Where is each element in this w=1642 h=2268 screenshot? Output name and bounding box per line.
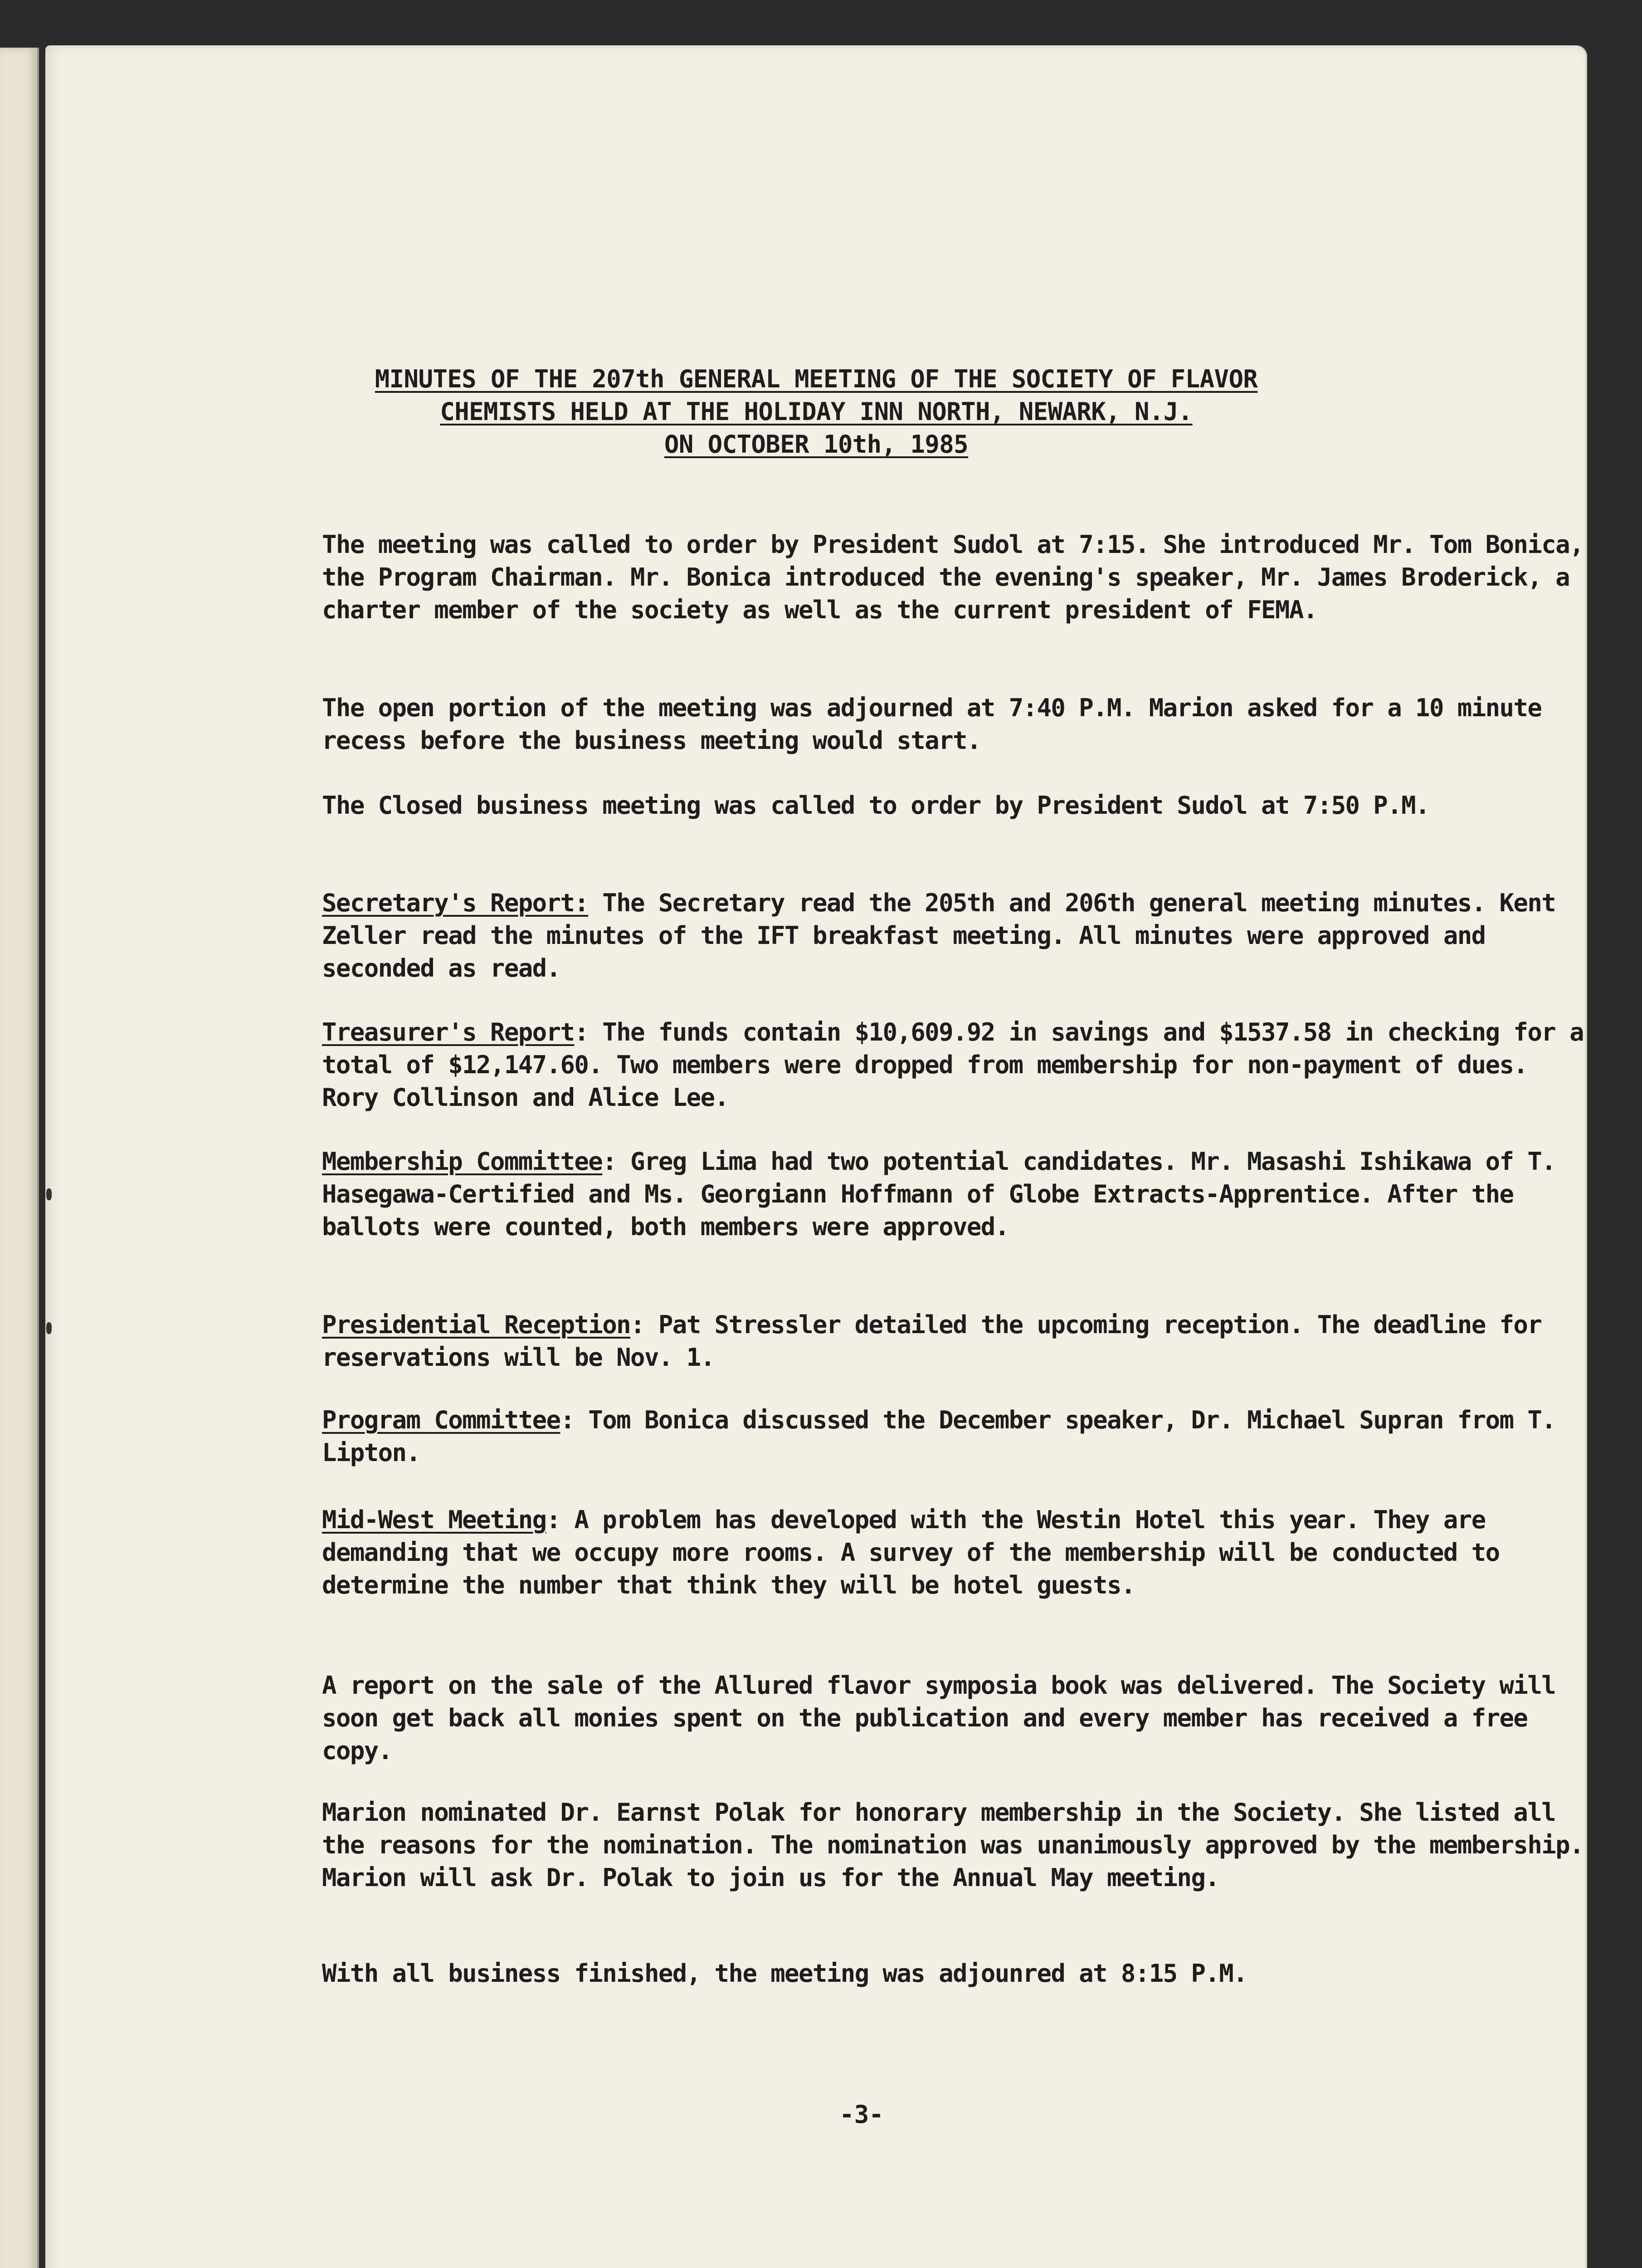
section-presidential-reception: Presidential Reception: Pat Stressler detailed the upcoming reception. The deadline for reservations will be Nov. 1. — [322, 1310, 1542, 1372]
section-heading: Mid-West Meeting — [322, 1505, 546, 1534]
title-line: MINUTES OF THE 207th GENERAL MEETING OF THE SOCIETY OF FLAVOR — [375, 365, 1258, 393]
paragraph-final-adjournment: With all business finished, the meeting was adjounred at 8:15 P.M. — [322, 1959, 1247, 1988]
binding-mark — [46, 1188, 52, 1200]
section-heading: Membership Committee — [322, 1147, 603, 1176]
paragraph-closed-meeting: The Closed business meeting was called to order by President Sudol at 7:50 P.M. — [322, 791, 1429, 820]
document-title — [227, 363, 1406, 461]
document-page — [45, 45, 1587, 2268]
title-line: CHEMISTS HELD AT THE HOLIDAY INN NORTH, NEWARK, N.J. — [440, 397, 1193, 426]
section-treasurer-report: Treasurer's Report: The funds contain $10,609.92 in savings and $1537.58 in checking for a total of $12,147.60. Two members were dropped from membership for non-payment of dues. Rory Collinson and Alice Lee. — [322, 1018, 1584, 1112]
previous-page-edge — [0, 48, 39, 2268]
paragraph-opening: The meeting was called to order by President Sudol at 7:15. She introduced Mr. Tom Bonica, the Program Chairman. Mr. Bonica introduced the evening's speaker, Mr. James Broderick, a charter member of the society as well as the current president of FEMA. — [322, 530, 1584, 624]
section-secretary-report: Secretary's Report: The Secretary read the 205th and 206th general meeting minutes. Kent Zeller read the minutes of the IFT breakfast meeting. All minutes were approved and seconded as read. — [322, 889, 1556, 982]
binding-mark — [46, 1322, 52, 1334]
paragraph-adjournment: The open portion of the meeting was adjourned at 7:40 P.M. Marion asked for a 10 minute recess before the business meeting would start. — [322, 694, 1542, 755]
title-line: ON OCTOBER 10th, 1985 — [664, 430, 969, 459]
paragraph-book-report: A report on the sale of the Allured flavor symposia book was delivered. The Society will soon get back all monies spent on the publication and every member has received a free copy. — [322, 1671, 1556, 1765]
section-membership-committee: Membership Committee: Greg Lima had two potential candidates. Mr. Masashi Ishikawa of T. Hasegawa-Certified and Ms. Georgiann Hoffmann of Globe Extracts-Apprentice. After the ballots were counted, both members were approved. — [322, 1147, 1556, 1241]
section-mid-west-meeting: Mid-West Meeting: A problem has developed with the Westin Hotel this year. They are demanding that we occupy more rooms. A survey of the membership will be conducted to determine the number that think they will be hotel guests. — [322, 1505, 1500, 1599]
section-heading: Presidential Reception — [322, 1310, 631, 1339]
section-heading: Secretary's Report: — [322, 889, 589, 917]
section-program-committee: Program Committee: Tom Bonica discussed the December speaker, Dr. Michael Supran from T. Lipton. — [322, 1406, 1556, 1467]
section-heading: Program Committee — [322, 1406, 560, 1434]
page-number: -3- — [839, 2100, 884, 2129]
paragraph-honorary-membership: Marion nominated Dr. Earnst Polak for honorary membership in the Society. She listed all the reasons for the nomination. The nomination was unanimously approved by the membership. Marion will ask Dr. Polak to join us for the Annual May meeting. — [322, 1798, 1584, 1892]
section-heading: Treasurer's Report — [322, 1018, 575, 1046]
